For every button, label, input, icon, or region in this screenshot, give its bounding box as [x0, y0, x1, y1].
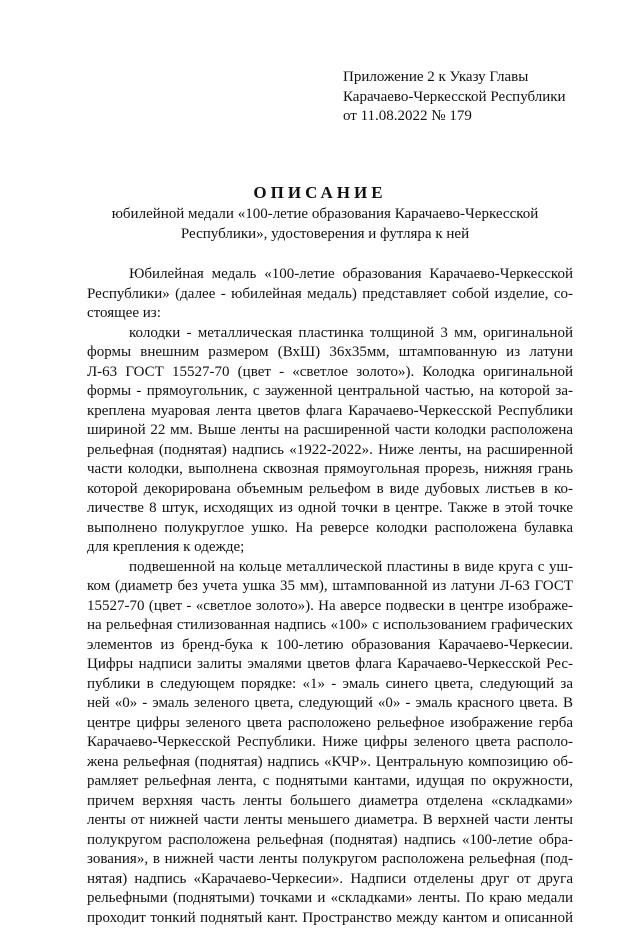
document-body: [87, 265, 573, 928]
subtitle-line: Республики», удостоверения и футляра к ней: [90, 225, 560, 245]
body-line: элементов из бренд-бука к 100-летию образования Карачаево-Черкесии.: [87, 636, 573, 656]
appendix-line: Карачаево-Черкесской Республики: [343, 88, 623, 108]
body-line: для крепления к одежде;: [87, 538, 573, 558]
body-line: подвешенной на кольце металлической пластины в виде круга с уш-: [87, 558, 573, 578]
appendix-line: Приложение 2 к Указу Главы: [343, 68, 623, 88]
body-line: рельефная (поднятая) надпись «1922-2022». Ниже ленты, на расширенной: [87, 441, 573, 461]
body-line: причем верхняя часть ленты большего диаметра отделена «складками»: [87, 792, 573, 812]
body-line: на рельефная стилизованная надпись «100» с использованием графических: [87, 616, 573, 636]
body-line: ней «0» - эмаль зеленого цвета, следующий «0» - эмаль красного цвета. В: [87, 694, 573, 714]
body-line: жена рельефная (поднятая) надпись «КЧР». Центральную композицию об-: [87, 753, 573, 773]
body-line: выполнено полукруглое ушко. На реверсе колодки расположена булавка: [87, 519, 573, 539]
appendix-header: [343, 68, 623, 127]
body-line: зования», в нижней части ленты полукругом расположена рельефная (под-: [87, 850, 573, 870]
body-line: проходит тонкий поднятый кант. Пространство между кантом и описанной: [87, 909, 573, 928]
body-line: ком (диаметр без учета ушка 35 мм), штампованной из латуни Л-63 ГОСТ: [87, 577, 573, 597]
body-line: Республики» (далее - юбилейная медаль) представляет собой изделие, со-: [87, 285, 573, 305]
body-line: публики в следующем порядке: «1» - эмаль синего цвета, следующий за: [87, 675, 573, 695]
body-line: Цифры надписи залиты эмалями цветов флага Карачаево-Черкесской Рес-: [87, 655, 573, 675]
body-line: стоящее из:: [87, 304, 573, 324]
body-line: которой декорирована объемным рельефом в виде дубовых листьев в ко-: [87, 480, 573, 500]
body-line: Юбилейная медаль «100-летие образования Карачаево-Черкесской: [87, 265, 573, 285]
body-line: рельефными (поднятыми) точками и «складками» ленты. По краю медали: [87, 889, 573, 909]
body-line: формы - прямоугольник, с зауженной центральной частью, на которой за-: [87, 382, 573, 402]
document-subtitle: [90, 205, 560, 244]
document-title: ОПИСАНИЕ: [0, 183, 640, 203]
body-line: личестве 8 штук, исходящих из одной точки в центре. Также в этой точке: [87, 499, 573, 519]
body-line: нятая) надпись «Карачаево-Черкесии». Надписи отделены друг от друга: [87, 870, 573, 890]
appendix-line: от 11.08.2022 № 179: [343, 107, 623, 127]
body-line: части колодки, выполнена сквозная прямоугольная прорезь, нижняя грань: [87, 460, 573, 480]
body-line: колодки - металлическая пластинка толщиной 3 мм, оригинальной: [87, 324, 573, 344]
body-line: формы внешним размером (ВхШ) 36х35мм, штампованную из латуни: [87, 343, 573, 363]
body-line: шириной 22 мм. Выше ленты на расширенной части колодки расположена: [87, 421, 573, 441]
body-line: Карачаево-Черкесской Республики. Ниже цифры зеленого цвета располо-: [87, 733, 573, 753]
subtitle-line: юбилейной медали «100-летие образования Карачаево-Черкесской: [90, 205, 560, 225]
body-line: Л-63 ГОСТ 15527-70 (цвет - «светлое золото»). Колодка оригинальной: [87, 363, 573, 383]
body-line: полукругом расположена рельефная (поднятая) надпись «100-летие обра-: [87, 831, 573, 851]
body-line: креплена муаровая лента цветов флага Карачаево-Черкесской Республики: [87, 402, 573, 422]
body-line: ленты от нижней части ленты меньшего диаметра. В верхней части ленты: [87, 811, 573, 831]
body-line: центре цифры зеленого цвета расположено рельефное изображение герба: [87, 714, 573, 734]
body-line: рамляет рельефная лента, с поднятыми кантами, идущая по окружности,: [87, 772, 573, 792]
body-line: 15527-70 (цвет - «светлое золото»). На аверсе подвески в центре изображе-: [87, 597, 573, 617]
